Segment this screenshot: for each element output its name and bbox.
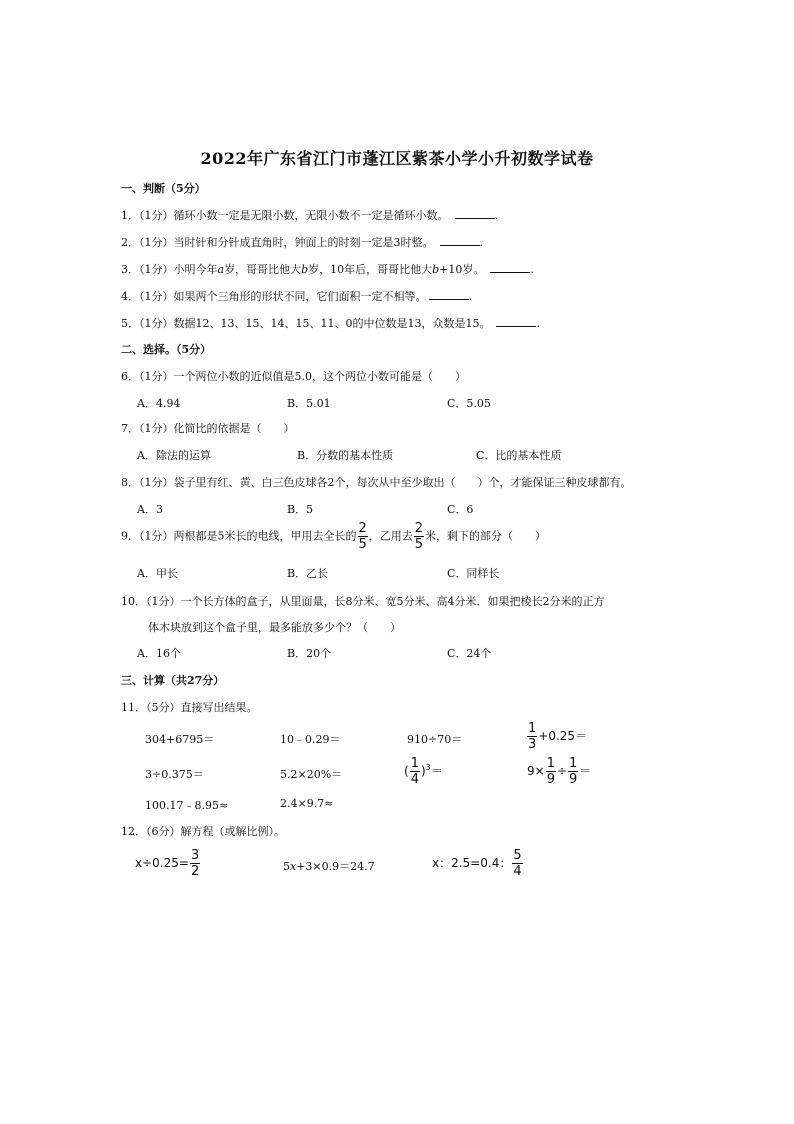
fraction — [546, 757, 556, 786]
variable-b: b — [301, 263, 309, 276]
fraction-numerator: 1 — [569, 756, 578, 771]
calc-item-1: 304+6795＝ — [145, 733, 215, 746]
calc-item-10: 2.4×9.7≈ — [280, 797, 334, 810]
fraction-denominator: 4 — [513, 864, 522, 879]
period: . — [468, 290, 472, 303]
q10-option-b[interactable]: B．20个 — [287, 647, 332, 660]
fraction — [414, 522, 424, 551]
fraction-denominator: 5 — [414, 537, 424, 552]
answer-blank-2[interactable] — [440, 235, 480, 246]
fraction-numerator: 3 — [190, 848, 200, 863]
question-8: 8．（1分）袋子里有红、黄、白三色皮球各2个，每次从中至少取出（ ）个，才能保证三种皮球都有。 — [121, 476, 632, 489]
question-3-text-d: +10岁。 — [439, 263, 485, 276]
variable-a: a — [217, 263, 225, 276]
calc-item-8 — [527, 757, 591, 786]
equation-3-text: x：2.5=0.4： — [432, 856, 512, 870]
question-10-line-1: 10．（1分）一个长方体的盒子，从里面量，长8分米、宽5分米、高4分米．如果把棱长2分米的正方 — [121, 595, 605, 608]
period: . — [536, 317, 540, 330]
variable-x: x — [290, 860, 297, 873]
answer-blank-4[interactable] — [429, 289, 469, 300]
q7-option-a[interactable]: A．除法的运算 — [137, 449, 211, 462]
question-1 — [121, 207, 498, 223]
answer-blank-3[interactable] — [490, 262, 530, 273]
question-6: 6．（1分）一个两位小数的近似值是5.0，这个两位小数可能是（ ） — [121, 370, 466, 383]
q10-option-c[interactable]: C．24个 — [447, 647, 492, 660]
q7-option-b[interactable]: B．分数的基本性质 — [297, 449, 394, 462]
answer-blank-5[interactable] — [496, 316, 536, 327]
equation-3 — [432, 849, 524, 878]
question-9-text-c: 米，剩下的部分（ ） — [425, 529, 547, 543]
fraction-numerator: 2 — [414, 521, 424, 536]
question-9 — [121, 522, 546, 551]
calc-item-3: 910÷70＝ — [407, 733, 463, 746]
period: . — [494, 209, 498, 222]
exam-title: 2022年广东省江门市蓬江区紫茶小学小升初数学试卷 — [200, 149, 594, 168]
q6-option-c[interactable]: C．5.05 — [447, 397, 491, 410]
equation-2 — [283, 858, 375, 874]
fraction — [568, 757, 578, 786]
fraction — [190, 849, 200, 878]
equation-1 — [135, 849, 201, 878]
question-9-text-b: ，乙用去 — [368, 529, 413, 543]
fraction-denominator: 3 — [528, 737, 537, 752]
calc-item-8-text-a: 9× — [527, 764, 545, 778]
question-1-text: 1．（1分）循环小数一定是无限小数，无限小数不一定是循环小数。 — [121, 209, 449, 222]
answer-blank-1[interactable] — [455, 208, 495, 219]
q9-option-a[interactable]: A．甲长 — [137, 567, 178, 580]
question-4-text: 4．（1分）如果两个三角形的形状不同，它们面积一定不相等。 — [121, 290, 427, 303]
q10-option-a[interactable]: A．16个 — [137, 647, 181, 660]
period: . — [479, 236, 483, 249]
question-3 — [121, 261, 534, 277]
fraction-denominator: 2 — [190, 864, 200, 879]
period: . — [530, 263, 534, 276]
fraction-denominator: 9 — [546, 772, 555, 787]
calc-item-5: 3÷0.375＝ — [145, 768, 204, 781]
q8-option-a[interactable]: A．3 — [137, 503, 163, 516]
close-paren: ) — [420, 764, 426, 778]
fraction-numerator: 1 — [410, 756, 419, 771]
question-4 — [121, 288, 472, 304]
equation-1-text: x÷0.25= — [135, 856, 189, 870]
fraction — [512, 849, 522, 878]
exponent: 3 — [425, 763, 431, 772]
fraction-denominator: 4 — [410, 772, 419, 787]
equation-2-coef: 5 — [283, 860, 290, 873]
section-choice-heading: 二、选择。（5分） — [121, 343, 212, 356]
fraction-numerator: 5 — [513, 848, 522, 863]
equals-sign: ＝ — [430, 764, 443, 778]
fraction-numerator: 2 — [358, 521, 367, 536]
open-paren: ( — [404, 764, 409, 778]
q9-option-c[interactable]: C．同样长 — [447, 567, 500, 580]
section-judge-heading: 一、判断（5分） — [121, 182, 206, 195]
q8-option-b[interactable]: B．5 — [287, 503, 314, 516]
q6-option-a[interactable]: A．4.94 — [137, 397, 181, 410]
calc-item-7 — [404, 757, 443, 786]
question-11: 11．（5分）直接写出结果。 — [121, 701, 258, 714]
fraction-numerator: 1 — [546, 756, 555, 771]
question-5 — [121, 315, 540, 331]
question-5-text: 5．（1分）数据12、13、15、14、15、11、0的中位数是13，众数是15。 — [121, 317, 491, 330]
fraction-denominator: 5 — [358, 537, 367, 552]
question-3-text-c: 岁，10年后，哥哥比他大 — [308, 263, 433, 276]
question-7: 7．（1分）化简比的依据是（ ） — [121, 422, 295, 435]
question-2-text: 2．（1分）当时针和分针成直角时，钟面上的时刻一定是3时整。 — [121, 236, 434, 249]
calc-item-4 — [526, 722, 587, 751]
q7-option-c[interactable]: C．比的基本性质 — [476, 449, 562, 462]
division-sign: ÷ — [556, 764, 568, 778]
fraction — [527, 722, 537, 751]
fraction-denominator: 9 — [569, 772, 578, 787]
q9-option-b[interactable]: B．乙长 — [287, 567, 329, 580]
question-2 — [121, 234, 483, 250]
q6-option-b[interactable]: B．5.01 — [287, 397, 331, 410]
equation-2-text: +3×0.9＝24.7 — [296, 860, 375, 873]
section-calc-heading: 三、计算（共27分） — [121, 674, 225, 687]
variable-b: b — [432, 263, 440, 276]
question-12: 12．（6分）解方程（或解比例）。 — [121, 825, 285, 838]
question-3-text-b: 岁，哥哥比他大 — [224, 263, 302, 276]
q8-option-c[interactable]: C．6 — [447, 503, 474, 516]
fraction — [410, 757, 420, 786]
question-3-text-a: 3．（1分）小明今年 — [121, 263, 218, 276]
question-10-line-2: 体木块放到这个盒子里，最多能放多少个？（ ） — [148, 621, 401, 634]
question-9-text-a: 9．（1分）两根都是5米长的电线，甲用去全长的 — [121, 529, 357, 543]
calc-item-4-text: +0.25＝ — [538, 729, 588, 743]
calc-item-9: 100.17﹣8.95≈ — [145, 799, 229, 812]
calc-item-2: 10﹣0.29＝ — [280, 733, 341, 746]
fraction — [358, 522, 368, 551]
calc-item-6: 5.2×20%＝ — [280, 768, 343, 781]
equals-sign: ＝ — [579, 764, 592, 778]
fraction-numerator: 1 — [528, 721, 537, 736]
